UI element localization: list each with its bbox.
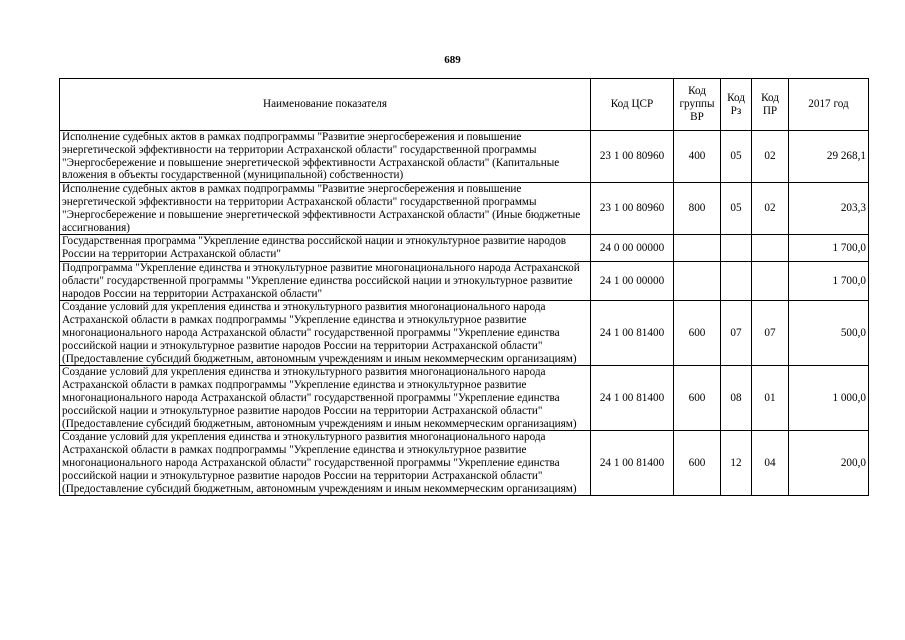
header-year: 2017 год <box>789 79 869 131</box>
table-body <box>60 131 869 496</box>
table-row <box>60 301 869 366</box>
row-name-cell: Создание условий для укрепления единства и этнокультурного развития многонационального народа Астраханской области в рамках подпрограммы "Укрепление единства и этнокультурное развитие многонационального народа Астраханской области" государственной программы "Укрепление единства российской нации и этнокультурное развитие народов России на территории Астраханской области" (Предоставление субсидий бюджетным, автономным учреждениям и иным некоммерческим организациям) <box>60 366 591 431</box>
row-csr-cell: 24 1 00 81400 <box>591 366 674 431</box>
row-amount-cell: 1 000,0 <box>789 366 869 431</box>
table-header-row <box>60 79 869 131</box>
row-rz-cell <box>721 235 752 262</box>
row-rz-cell: 12 <box>721 431 752 496</box>
row-csr-cell: 24 1 00 81400 <box>591 431 674 496</box>
table-row <box>60 235 869 262</box>
row-pr-cell: 02 <box>752 183 789 235</box>
row-amount-cell: 500,0 <box>789 301 869 366</box>
row-name-cell: Государственная программа "Укрепление единства российской нации и этнокультурное развитие народов России на территории Астраханской области" <box>60 235 591 262</box>
row-name-cell: Подпрограмма "Укрепление единства и этнокультурное развитие многонационального народа Астраханской области" государственной программы "Укрепление единства российской нации и этнокультурное развитие народов России на территории Астраханской области" <box>60 261 591 300</box>
row-amount-cell: 203,3 <box>789 183 869 235</box>
page-number: 689 <box>444 54 461 66</box>
header-name: Наименование показателя <box>60 79 591 131</box>
row-pr-cell: 07 <box>752 301 789 366</box>
row-vr-cell <box>674 261 721 300</box>
row-vr-cell: 600 <box>674 301 721 366</box>
row-pr-cell: 02 <box>752 131 789 183</box>
header-csr: Код ЦСР <box>591 79 674 131</box>
header-rz: Код Рз <box>721 79 752 131</box>
row-vr-cell: 600 <box>674 431 721 496</box>
row-rz-cell: 05 <box>721 183 752 235</box>
row-csr-cell: 24 0 00 00000 <box>591 235 674 262</box>
table-row <box>60 261 869 300</box>
table-row <box>60 431 869 496</box>
row-name-cell: Исполнение судебных актов в рамках подпрограммы "Развитие энергосбережения и повышение энергетической эффективности на территории Астраханской области" государственной программы "Энергосбережение и повышение энергетической эффективности Астраханской области" (Капитальные вложения в объекты государственной (муниципальной) собственности) <box>60 131 591 183</box>
row-rz-cell <box>721 261 752 300</box>
row-csr-cell: 23 1 00 80960 <box>591 131 674 183</box>
row-rz-cell: 07 <box>721 301 752 366</box>
row-name-cell: Создание условий для укрепления единства и этнокультурного развития многонационального народа Астраханской области в рамках подпрограммы "Укрепление единства и этнокультурное развитие многонационального народа Астраханской области" государственной программы "Укрепление единства российской нации и этнокультурное развитие народов России на территории Астраханской области" (Предоставление субсидий бюджетным, автономным учреждениям и иным некоммерческим организациям) <box>60 301 591 366</box>
row-vr-cell: 600 <box>674 366 721 431</box>
row-amount-cell: 1 700,0 <box>789 261 869 300</box>
row-vr-cell: 400 <box>674 131 721 183</box>
budget-table <box>59 78 869 496</box>
row-pr-cell <box>752 235 789 262</box>
row-name-cell: Исполнение судебных актов в рамках подпрограммы "Развитие энергосбережения и повышение энергетической эффективности на территории Астраханской области" государственной программы "Энергосбережение и повышение энергетической эффективности Астраханской области" (Иные бюджетные ассигнования) <box>60 183 591 235</box>
header-vr: Код группы ВР <box>674 79 721 131</box>
row-vr-cell: 800 <box>674 183 721 235</box>
row-name-cell: Создание условий для укрепления единства и этнокультурного развития многонационального народа Астраханской области в рамках подпрограммы "Укрепление единства и этнокультурное развитие многонационального народа Астраханской области" государственной программы "Укрепление единства российской нации и этнокультурное развитие народов России на территории Астраханской области" (Предоставление субсидий бюджетным, автономным учреждениям и иным некоммерческим организациям) <box>60 431 591 496</box>
row-rz-cell: 05 <box>721 131 752 183</box>
row-amount-cell: 200,0 <box>789 431 869 496</box>
row-vr-cell <box>674 235 721 262</box>
row-pr-cell <box>752 261 789 300</box>
table-row <box>60 183 869 235</box>
row-amount-cell: 29 268,1 <box>789 131 869 183</box>
table-row <box>60 131 869 183</box>
header-pr: Код ПР <box>752 79 789 131</box>
row-csr-cell: 24 1 00 00000 <box>591 261 674 300</box>
row-rz-cell: 08 <box>721 366 752 431</box>
row-pr-cell: 01 <box>752 366 789 431</box>
row-csr-cell: 23 1 00 80960 <box>591 183 674 235</box>
table-row <box>60 366 869 431</box>
row-amount-cell: 1 700,0 <box>789 235 869 262</box>
row-pr-cell: 04 <box>752 431 789 496</box>
row-csr-cell: 24 1 00 81400 <box>591 301 674 366</box>
